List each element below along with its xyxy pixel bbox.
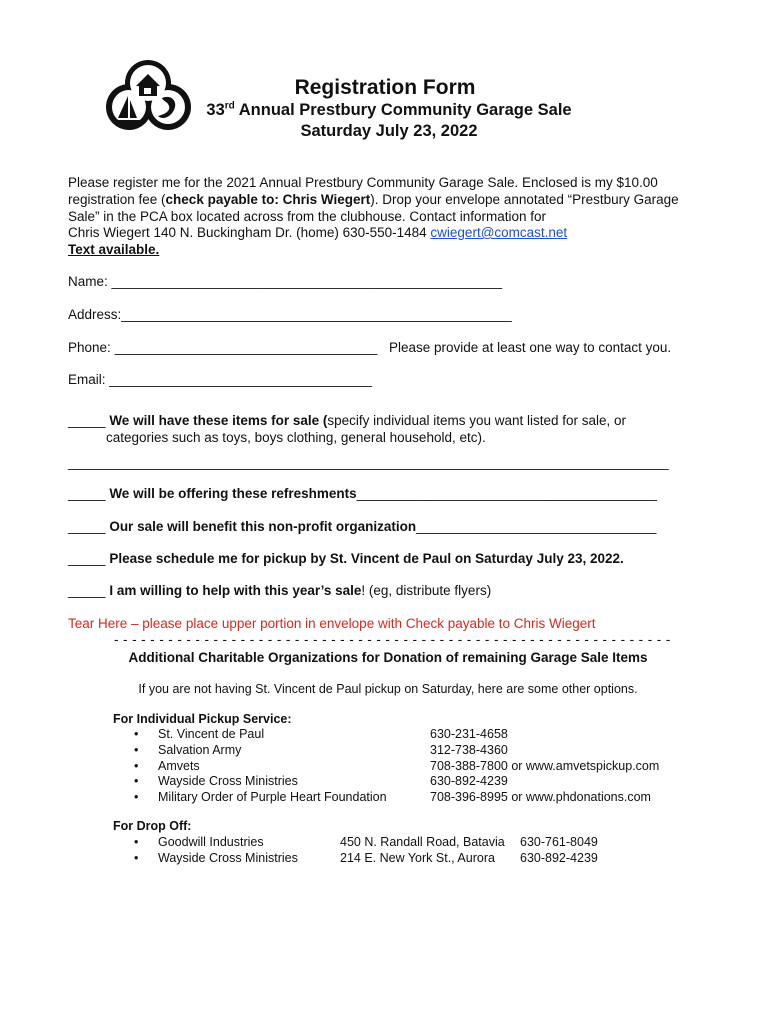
items-for-sale-line[interactable]: ________________________________________________________________________________: [68, 455, 669, 470]
charities-note: If you are not having St. Vincent de Paul pickup on Saturday, here are some other options.: [138, 682, 638, 696]
list-item: • St. Vincent de Paul: [134, 727, 265, 741]
intro-line-3: Sale” in the PCA box located across from the clubhouse. Contact information for: [68, 209, 546, 224]
list-item: • Wayside Cross Ministries: [134, 774, 298, 788]
list-item-address: 214 E. New York St., Aurora: [340, 851, 495, 865]
text-available: Text available.: [68, 242, 160, 257]
items-for-sale-hint: categories such as toys, boys clothing, general household, etc).: [106, 430, 486, 445]
list-item: • Amvets: [134, 759, 200, 773]
tear-divider: - - - - - - - - - - - - - - - - - - - - - - - - - - - - - - - - - - - - - - - - - - - - - - - - - - - - - - - - - - - - - -: [114, 632, 671, 647]
list-item-phone: 630-761-8049: [520, 835, 598, 849]
intro-line-4: Chris Wiegert 140 N. Buckingham Dr. (home) 630-550-1484 cwiegert@comcast.net: [68, 225, 568, 240]
pickup-option[interactable]: _____ Please schedule me for pickup by St. Vincent de Paul on Saturday July 23, 2022.: [68, 551, 624, 566]
phone-field[interactable]: Phone: ___________________________________: [68, 340, 378, 355]
drop-off-heading: For Drop Off:: [113, 819, 192, 833]
list-item: • Military Order of Purple Heart Foundation: [134, 790, 387, 804]
list-item: • Goodwill Industries: [134, 835, 264, 849]
tear-instruction: Tear Here – please place upper portion in envelope with Check payable to Chris Wiegert: [68, 616, 596, 631]
contact-hint: Please provide at least one way to contact you.: [389, 340, 672, 355]
intro-line-1: Please register me for the 2021 Annual Prestbury Community Garage Sale. Enclosed is my $10.00: [68, 175, 658, 190]
list-item-contact: 708-396-8995 or www.phdonations.com: [430, 790, 651, 804]
contact-email-link[interactable]: cwiegert@comcast.net: [430, 225, 568, 240]
address-field[interactable]: Address:____________________________________________________: [68, 307, 512, 322]
nonprofit-option[interactable]: _____ Our sale will benefit this non-profit organization________________________________: [68, 519, 657, 534]
list-item-contact: 312-738-4360: [430, 743, 508, 757]
name-field[interactable]: Name: ____________________________________________________: [68, 274, 502, 289]
page-title: Registration Form: [294, 76, 476, 99]
email-field[interactable]: Email: ___________________________________: [68, 372, 373, 387]
list-item-contact: 708-388-7800 or www.amvetspickup.com: [430, 759, 660, 773]
list-item: • Wayside Cross Ministries: [134, 851, 298, 865]
intro-line-2: registration fee (check payable to: Chris Wiegert). Drop your envelope annotated “Prestbury Garage: [68, 192, 679, 207]
volunteer-option[interactable]: _____ I am willing to help with this year’s sale! (eg, distribute flyers): [68, 583, 492, 598]
list-item-contact: 630-892-4239: [430, 774, 508, 788]
pickup-service-heading: For Individual Pickup Service:: [113, 712, 292, 726]
list-item-contact: 630-231-4658: [430, 727, 508, 741]
refreshments-option[interactable]: _____ We will be offering these refreshments________________________________________: [68, 486, 657, 501]
list-item-phone: 630-892-4239: [520, 851, 598, 865]
list-item-address: 450 N. Randall Road, Batavia: [340, 835, 505, 849]
list-item: • Salvation Army: [134, 743, 242, 757]
charities-heading: Additional Charitable Organizations for Donation of remaining Garage Sale Items: [128, 650, 648, 665]
items-for-sale-option[interactable]: _____ We will have these items for sale (specify individual items you want listed for sale, or: [68, 413, 627, 428]
event-date: Saturday July 23, 2022: [300, 122, 478, 140]
event-subtitle: 33rd Annual Prestbury Community Garage Sale: [206, 100, 572, 119]
